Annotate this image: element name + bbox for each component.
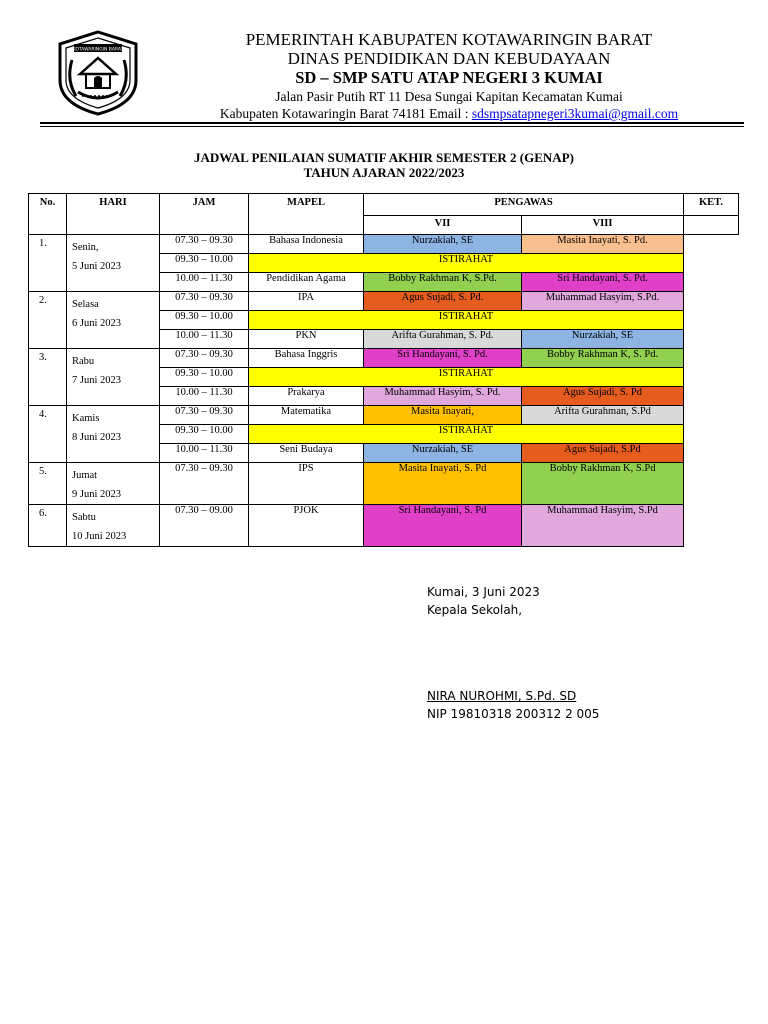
title-line-1: JADWAL PENILAIAN SUMATIF AKHIR SEMESTER 2 (GENAP): [194, 150, 574, 165]
time-cell: 09.30 – 10.00: [160, 425, 249, 444]
table-row: [29, 235, 739, 254]
subject-cell: PJOK: [249, 505, 364, 547]
supervisor-viii-cell: Muhammad Hasyim, S.Pd.: [522, 292, 684, 311]
header-viii: VIII: [522, 216, 684, 235]
time-cell: 07.30 – 09.00: [160, 505, 249, 547]
supervisor-vii-cell: Arifta Gurahman, S. Pd.: [364, 330, 522, 349]
letterhead-government: PEMERINTAH KABUPATEN KOTAWARINGIN BARAT: [245, 30, 653, 49]
time-cell: 10.00 – 11.30: [160, 330, 249, 349]
subject-cell: IPA: [249, 292, 364, 311]
time-cell: 09.30 – 10.00: [160, 368, 249, 387]
supervisor-vii-cell: Nurzakiah, SE: [364, 235, 522, 254]
day-name: Kamis: [72, 413, 100, 424]
day-cell: [67, 235, 160, 292]
government-seal-logo: [56, 30, 140, 116]
break-cell: ISTIRAHAT: [249, 254, 684, 273]
subject-cell: Matematika: [249, 406, 364, 425]
time-cell: 07.30 – 09.30: [160, 235, 249, 254]
letterhead-school-name: SD – SMP SATU ATAP NEGERI 3 KUMAI: [295, 68, 603, 87]
supervisor-viii-cell: Masita Inayati, S. Pd.: [522, 235, 684, 254]
email-link[interactable]: sdsmpsatapnegeri3kumai@gmail.com: [471, 106, 679, 121]
day-number: 6.: [29, 505, 67, 547]
table-row: [29, 292, 739, 311]
subject-cell: Seni Budaya: [249, 444, 364, 463]
supervisor-viii-cell: Arifta Gurahman, S.Pd: [522, 406, 684, 425]
supervisor-viii-cell: Nurzakiah, SE: [522, 330, 684, 349]
header-jam: JAM: [160, 194, 249, 235]
table-row: [29, 505, 739, 547]
day-cell: [67, 505, 160, 547]
supervisor-viii-cell: Agus Sujadi, S.Pd: [522, 444, 684, 463]
day-name: Senin,: [72, 242, 99, 253]
principal-nip: NIP 19810318 200312 2 005: [427, 707, 600, 721]
day-date: 7 Juni 2023: [72, 375, 122, 386]
header-mapel: MAPEL: [249, 194, 364, 235]
header-pengawas: PENGAWAS: [364, 194, 684, 216]
day-date: 5 Juni 2023: [72, 261, 122, 272]
supervisor-vii-cell: Sri Handayani, S. Pd: [364, 505, 522, 547]
day-name: Sabtu: [72, 512, 96, 523]
document-title: [0, 150, 768, 180]
title-line-2: TAHUN AJARAN 2022/2023: [303, 165, 465, 180]
time-cell: 07.30 – 09.30: [160, 406, 249, 425]
day-date: 6 Juni 2023: [72, 318, 122, 329]
supervisor-vii-cell: Bobby Rakhman K, S.Pd.: [364, 273, 522, 292]
break-cell: ISTIRAHAT: [249, 368, 684, 387]
day-name: Selasa: [72, 299, 99, 310]
supervisor-vii-cell: Nurzakiah, SE: [364, 444, 522, 463]
day-number: 3.: [29, 349, 67, 406]
day-number: 2.: [29, 292, 67, 349]
header-ket: KET.: [684, 194, 739, 216]
supervisor-vii-cell: Muhammad Hasyim, S. Pd.: [364, 387, 522, 406]
day-cell: [67, 406, 160, 463]
time-cell: 10.00 – 11.30: [160, 444, 249, 463]
table-row: [29, 349, 739, 368]
day-number: 5.: [29, 463, 67, 505]
header-hari: HARI: [67, 194, 160, 235]
time-cell: 09.30 – 10.00: [160, 254, 249, 273]
letterhead-contact: [150, 105, 748, 122]
letterhead-rule-thin: [40, 126, 744, 127]
supervisor-vii-cell: Agus Sujadi, S. Pd.: [364, 292, 522, 311]
letterhead: [150, 30, 748, 122]
signature-place-date: Kumai, 3 Juni 2023: [427, 585, 540, 599]
supervisor-viii-cell: Agus Sujadi, S. Pd: [522, 387, 684, 406]
subject-cell: Prakarya: [249, 387, 364, 406]
break-cell: ISTIRAHAT: [249, 311, 684, 330]
svg-text:KOTAWARINGIN BARAT: KOTAWARINGIN BARAT: [72, 47, 124, 53]
letterhead-address: Jalan Pasir Putih RT 11 Desa Sungai Kapitan Kecamatan Kumai: [275, 89, 623, 104]
time-cell: 07.30 – 09.30: [160, 349, 249, 368]
table-row: [29, 406, 739, 425]
letterhead-rule-thick: [40, 122, 744, 124]
time-cell: 10.00 – 11.30: [160, 273, 249, 292]
header-no: No.: [29, 194, 67, 235]
principal-name: NIRA NUROHMI, S.Pd. SD: [427, 689, 577, 703]
day-cell: [67, 349, 160, 406]
signature-position: Kepala Sekolah,: [427, 603, 523, 617]
header-vii: VII: [364, 216, 522, 235]
day-cell: [67, 292, 160, 349]
day-date: 9 Juni 2023: [72, 489, 122, 500]
day-name: Jumat: [72, 470, 98, 481]
day-name: Rabu: [72, 356, 95, 367]
supervisor-viii-cell: Bobby Rakhman K, S. Pd.: [522, 349, 684, 368]
break-cell: ISTIRAHAT: [249, 425, 684, 444]
table-row: [29, 463, 739, 505]
supervisor-viii-cell: Bobby Rakhman K, S.Pd: [522, 463, 684, 505]
subject-cell: Bahasa Inggris: [249, 349, 364, 368]
ket-column: [684, 216, 739, 235]
supervisor-viii-cell: Muhammad Hasyim, S.Pd: [522, 505, 684, 547]
schedule-table: [28, 193, 739, 547]
time-cell: 10.00 – 11.30: [160, 387, 249, 406]
supervisor-vii-cell: Masita Inayati,: [364, 406, 522, 425]
day-date: 10 Juni 2023: [72, 531, 127, 542]
subject-cell: IPS: [249, 463, 364, 505]
subject-cell: Pendidikan Agama: [249, 273, 364, 292]
letterhead-agency: DINAS PENDIDIKAN DAN KEBUDAYAAN: [287, 49, 611, 68]
time-cell: 07.30 – 09.30: [160, 292, 249, 311]
supervisor-viii-cell: Sri Handayani, S. Pd.: [522, 273, 684, 292]
schedule-body: [29, 235, 739, 547]
supervisor-vii-cell: Masita Inayati, S. Pd: [364, 463, 522, 505]
day-date: 8 Juni 2023: [72, 432, 122, 443]
supervisor-vii-cell: Sri Handayani, S. Pd.: [364, 349, 522, 368]
day-number: 1.: [29, 235, 67, 292]
contact-prefix: Kabupaten Kotawaringin Barat 74181 Email :: [219, 106, 472, 121]
day-number: 4.: [29, 406, 67, 463]
time-cell: 09.30 – 10.00: [160, 311, 249, 330]
subject-cell: PKN: [249, 330, 364, 349]
time-cell: 07.30 – 09.30: [160, 463, 249, 505]
subject-cell: Bahasa Indonesia: [249, 235, 364, 254]
day-cell: [67, 463, 160, 505]
table-header-row: [29, 194, 739, 216]
